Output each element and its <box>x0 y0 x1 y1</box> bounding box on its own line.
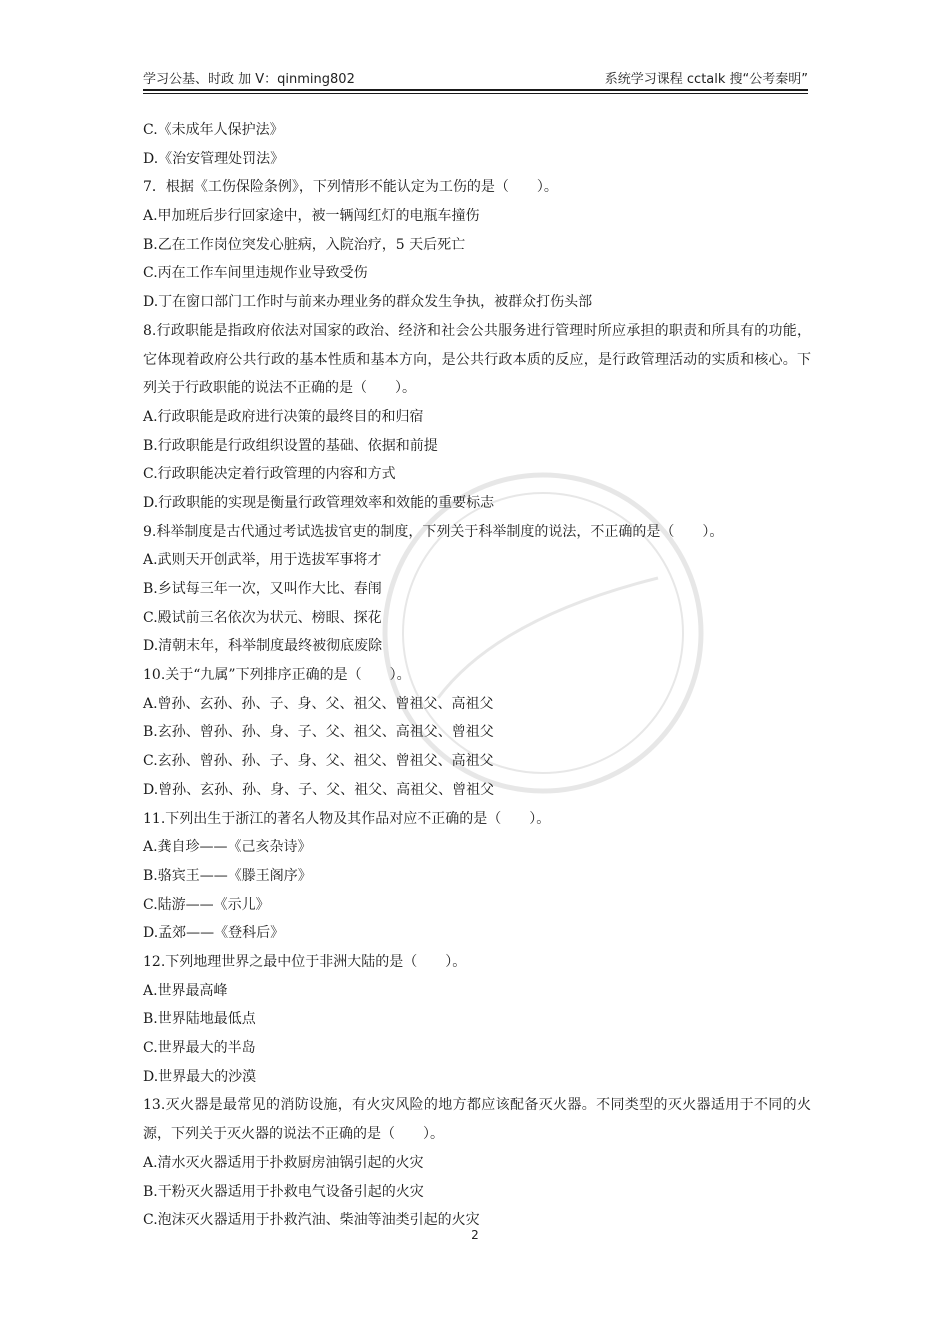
option-line: D.孟郊——《登科后》 <box>143 925 285 942</box>
page-number: 2 <box>471 1228 479 1242</box>
option-line: C.行政职能决定着行政管理的内容和方式 <box>143 466 396 483</box>
page-header <box>143 68 808 90</box>
option-line: A.武则天开创武举，用于选拔军事将才 <box>143 552 382 569</box>
option-line: C.丙在工作车间里违规作业导致受伤 <box>143 265 368 282</box>
option-line: A.甲加班后步行回家途中，被一辆闯红灯的电瓶车撞伤 <box>143 208 480 225</box>
question-content <box>143 116 811 1235</box>
option-line: B.乙在工作岗位突发心脏病，入院治疗，5 天后死亡 <box>143 236 466 253</box>
option-line: B.干粉灭火器适用于扑救电气设备引起的火灾 <box>143 1183 424 1200</box>
option-line: A.行政职能是政府进行决策的最终目的和归宿 <box>143 408 424 425</box>
option-line: B.骆宾王——《滕王阁序》 <box>143 867 312 884</box>
question-line: 13.灭火器是最常见的消防设施，有火灾风险的地方都应该配备灭火器。不同类型的灭火器适用于不同的火源，下列关于灭火器的说法不正确的是（ ）。 <box>143 1097 811 1143</box>
question-line: 11.下列出生于浙江的著名人物及其作品对应不正确的是（ ）。 <box>143 810 551 827</box>
option-line: A.世界最高峰 <box>143 982 228 999</box>
header-left-text: 学习公基、时政 加 V：qinming802 <box>143 72 355 87</box>
option-line: B.世界陆地最低点 <box>143 1011 256 1028</box>
option-line: D.世界最大的沙漠 <box>143 1068 257 1085</box>
option-line: C.《未成年人保护法》 <box>143 122 284 138</box>
option-line: D.丁在窗口部门工作时与前来办理业务的群众发生争执，被群众打伤头部 <box>143 294 593 311</box>
question-line: 9.科举制度是古代通过考试选拔官吏的制度，下列关于科举制度的说法，不正确的是（ ）。 <box>143 523 724 540</box>
header-divider-thin <box>143 93 808 94</box>
header-right-text: 系统学习课程 cctalk 搜“公考秦明” <box>604 72 808 87</box>
option-line: D.《治安管理处罚法》 <box>143 150 285 167</box>
question-line: 10.关于“九属”下列排序正确的是（ ）。 <box>143 667 411 684</box>
option-line: A.曾孙、玄孙、孙、子、身、父、祖父、曾祖父、高祖父 <box>143 695 494 712</box>
option-line: A.清水灭火器适用于扑救厨房油锅引起的火灾 <box>143 1154 424 1171</box>
question-line: 7．根据《工伤保险条例》，下列情形不能认定为工伤的是（ ）。 <box>143 179 558 196</box>
option-line: B.行政职能是行政组织设置的基础、依据和前提 <box>143 437 438 454</box>
option-line: D.清朝末年，科举制度最终被彻底废除 <box>143 638 383 655</box>
header-divider-thick <box>143 89 808 91</box>
question-line: 12.下列地理世界之最中位于非洲大陆的是（ ）。 <box>143 953 467 970</box>
option-line: D.行政职能的实现是衡量行政管理效率和效能的重要标志 <box>143 494 495 511</box>
option-line: C.泡沫灭火器适用于扑救汽油、柴油等油类引起的火灾 <box>143 1212 480 1229</box>
option-line: C.陆游——《示儿》 <box>143 896 270 913</box>
option-line: B.乡试每三年一次，又叫作大比、春闱 <box>143 581 382 598</box>
option-line: B.玄孙、曾孙、孙、身、子、父、祖父、高祖父、曾祖父 <box>143 724 494 741</box>
option-line: D.曾孙、玄孙、孙、身、子、父、祖父、高祖父、曾祖父 <box>143 781 495 798</box>
option-line: C.殿试前三名依次为状元、榜眼、探花 <box>143 609 382 626</box>
option-line: C.玄孙、曾孙、孙、子、身、父、祖父、曾祖父、高祖父 <box>143 753 494 770</box>
question-line: 8.行政职能是指政府依法对国家的政治、经济和社会公共服务进行管理时所应承担的职责和所具有的功能，它体现着政府公共行政的基本性质和基本方向，是公共行政本质的反应，是行政管理活动的实质和核心。下列关于行政职能的说法不正确的是（ ）。 <box>143 322 811 397</box>
option-line: C.世界最大的半岛 <box>143 1040 256 1057</box>
option-line: A.龚自珍——《己亥杂诗》 <box>143 839 312 856</box>
